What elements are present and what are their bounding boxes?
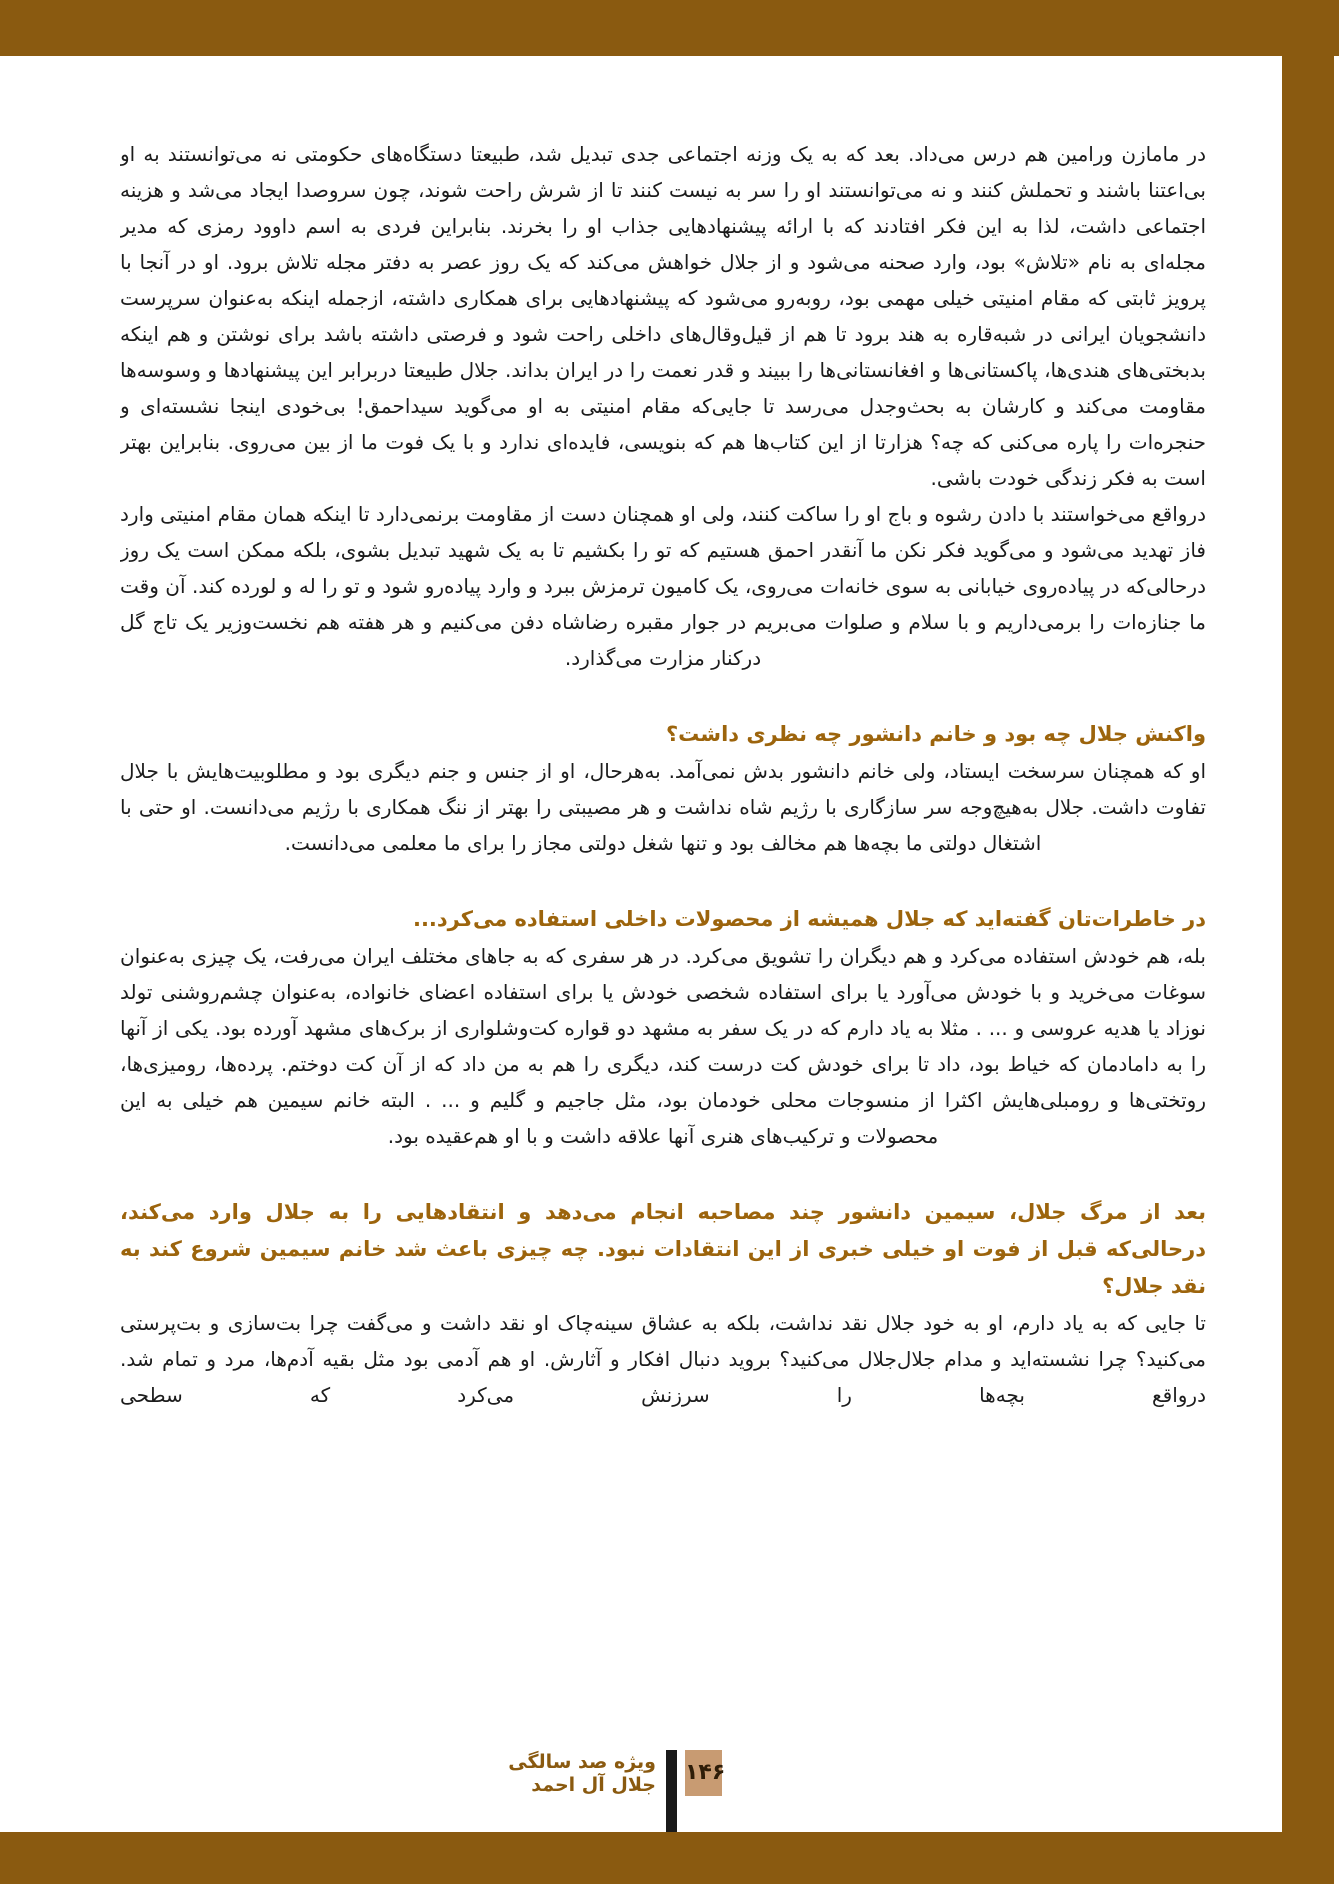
question-heading-1: واکنش جلال چه بود و خانم دانشور چه نظری داشت؟ bbox=[666, 722, 1206, 746]
frame-bottom-band bbox=[0, 1832, 1334, 1884]
intro-paragraph-1: در مامازن ورامین هم درس می‌داد. بعد که به یک وزنه اجتماعی جدی تبدیل شد، طبیعتا دستگاه‌های حکومتی نه می‌توانستند به او بی‌اعتنا باشند و تحملش کنند و نه می‌توانستند او را سر به نیست کنند تا از شرش راحت شوند، چون سروصدا ایجاد می‌شد و هزینه اجتماعی داشت، لذا به این فکر افتادند که با ارائه پیشنهادهایی جذاب او را بخرند. بنابراین فردی به اسم داوود رمزی که مدیر مجله‌ای به نام «تلاش» بود، وارد صحنه می‌شود و از جلال خواهش می‌کند که یک روز عصر به دفتر مجله تلاش برود. او در آنجا با پرویز ثابتی که مقام امنیتی خیلی مهمی بود، روبه‌رو می‌شود که پیشنهادهایی برای همکاری داشته، ازجمله اینکه به‌عنوان سرپرست دانشجویان ایرانی در شبه‌قاره به هند برود تا هم از قیل‌وقال‌های داخلی راحت شود و فرصتی داشته باشد برای نوشتن و هم اینکه بدبختی‌های هندی‌ها، پاکستانی‌ها و افغانستانی‌ها را ببیند و قدر نعمت را در ایران بداند. جلال طبیعتا دربرابر این پیشنهادها و وسوسه‌ها مقاومت می‌کند و کارشان به بحث‌وجدل می‌رسد تا جایی‌که مقام امنیتی به او می‌گوید سیداحمق! بی‌خودی اینجا نشسته‌ای و حنجره‌ات را پاره می‌کنی که چه؟ هزارتا از این کتاب‌ها هم که بنویسی، فایده‌ای ندارد و با یک فوت ما از بین می‌روی. بنابراین بهتر است به فکر زندگی خودت باشی. bbox=[120, 142, 1206, 490]
issue-label-line1: ویژه صد سالگی bbox=[508, 1751, 656, 1773]
page-number: ۱۴۶ bbox=[685, 1750, 722, 1796]
answer-paragraph-3: تا جایی که به یاد دارم، او به خود جلال نقد نداشت، بلکه به عشاق سینه‌چاک او نقد داشت و می‌گفت چرا بت‌سازی و بت‌پرستی می‌کنید؟ چرا نشسته‌اید و مدام جلال‌جلال می‌کنید؟ بروید دنبال افکار و آثارش. او هم آدمی بود مثل بقیه آدم‌ها، مرد و تمام شد. درواقع بچه‌ها را سرزنش می‌کرد که سطحی bbox=[120, 1311, 1206, 1407]
frame-top-band bbox=[0, 0, 1339, 56]
question-heading-2: در خاطرات‌تان گفته‌اید که جلال همیشه از محصولات داخلی استفاده می‌کرد... bbox=[412, 907, 1206, 931]
question-heading-3: بعد از مرگ جلال، سیمین دانشور چند مصاحبه انجام می‌دهد و انتقادهایی را به جلال وارد می‌کند، درحالی‌که قبل از فوت او خیلی خبری از این انتقادات نبود. چه چیزی باعث شد خانم سیمین شروع کند به نقد جلال؟ bbox=[120, 1200, 1206, 1298]
frame-right-band bbox=[1282, 0, 1334, 1884]
issue-label bbox=[420, 1751, 656, 1797]
answer-paragraph-2: بله، هم خودش استفاده می‌کرد و هم دیگران را تشویق می‌کرد. در هر سفری که به جاهای مختلف ایران می‌رفت، یک چیزی به‌عنوان سوغات می‌خرید و با خودش می‌آورد یا برای استفاده شخصی خودش یا برای استفاده اعضای خانواده، به‌عنوان چشم‌روشنی تولد نوزاد یا هدیه عروسی و ... . مثلا به یاد دارم که در یک سفر به مشهد دو قواره کت‌وشلواری از برک‌های مشهد آورده بود. یکی از آنها را به دامادمان که خیاط بود، داد تا برای خودش کت درست کند، دیگری را هم به من داد که از آن کت دوختم. پرده‌ها، رومیزی‌ها، روتختی‌ها و رومبلی‌هایش اکثرا از منسوجات محلی خودمان بود، مثل جاجیم و گلیم و ... . البته خانم سیمین هم خیلی به این محصولات و ترکیب‌های هنری آنها علاقه داشت و با او هم‌عقیده بود. bbox=[120, 944, 1206, 1148]
footer-divider-bar bbox=[666, 1750, 677, 1832]
answer-paragraph-1: او که همچنان سرسخت ایستاد، ولی خانم دانشور بدش نمی‌آمد. به‌هرحال، او از جنس و جنم دیگری بود و مطلوبیت‌هایش با جلال تفاوت داشت. جلال به‌هیچ‌وجه سر سازگاری با رژیم شاه نداشت و هر مصیبتی را بهتر از ننگ همکاری با رژیم می‌دانست. او حتی با اشتغال دولتی ما بچه‌ها هم مخالف بود و تنها شغل دولتی مجاز را برای ما معلمی می‌دانست. bbox=[120, 759, 1206, 855]
intro-paragraph-2: درواقع می‌خواستند با دادن رشوه و باج او را ساکت کنند، ولی او همچنان دست از مقاومت برنمی‌دارد تا اینکه همان مقام امنیتی وارد فاز تهدید می‌شود و می‌گوید فکر نکن ما آنقدر احمق هستیم که تو را بکشیم تا به یک شهید تبدیل بشوی، بلکه ممکن است یک روز درحالی‌که در پیاده‌روی خیابانی به سوی خانه‌ات می‌روی، یک کامیون ترمزش ببرد و وارد پیاده‌رو شود و تو را له و لورده کند. آن وقت ما جنازه‌ات را برمی‌داریم و با سلام و صلوات می‌بریم در جوار مقبره رضاشاه دفن می‌کنیم و هر هفته هم نخست‌وزیر یک تاج گل درکنار مزارت می‌گذارد. bbox=[120, 502, 1206, 670]
issue-label-line2: جلال آل احمد bbox=[531, 1774, 656, 1796]
interview-article bbox=[120, 136, 1206, 1726]
